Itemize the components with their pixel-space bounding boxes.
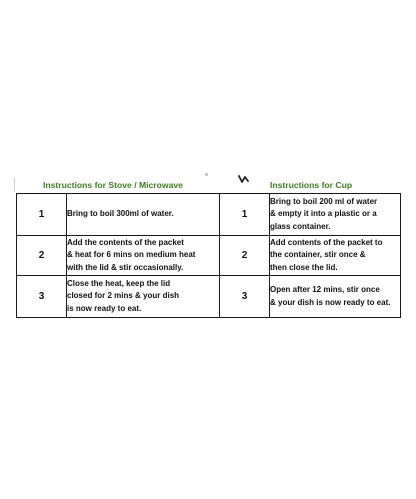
stove-step-text xyxy=(67,236,220,276)
text-line: is now ready to eat. xyxy=(67,303,142,313)
cup-heading: Instructions for Cup xyxy=(270,180,353,190)
stove-step-text xyxy=(67,194,220,236)
text-line: Open after 12 mins, stir once xyxy=(270,285,380,294)
text-line: with the lid & stir occasionally. xyxy=(67,262,184,272)
text-line: & empty it into a plastic or a xyxy=(270,209,377,219)
instructions-table xyxy=(16,193,401,318)
text-line: & your dish is now ready to eat. xyxy=(270,297,391,307)
panel-edge-divider xyxy=(14,178,15,192)
cup-step-text xyxy=(270,236,401,276)
text-line: Add contents of the packet to xyxy=(270,237,383,247)
text-line: & heat for 6 mins on medium heat xyxy=(67,250,196,260)
stove-step-number: 2 xyxy=(17,236,67,276)
cup-step-text xyxy=(270,194,401,236)
text-line: Bring to boil 300ml of water. xyxy=(67,209,174,219)
cup-step-number: 3 xyxy=(220,276,270,318)
cup-step-text xyxy=(270,276,401,318)
cutoff-graphic-icon xyxy=(238,174,250,184)
text-line: Bring to boil 200 ml of water xyxy=(270,196,378,206)
stove-step-number: 3 xyxy=(17,276,67,318)
text-line: Add the contents of the packet xyxy=(67,237,184,247)
text-line: glass container. xyxy=(270,221,331,231)
cup-step-number: 1 xyxy=(220,194,270,236)
text-line: then close the lid. xyxy=(270,262,338,272)
table-row xyxy=(17,236,401,276)
stove-step-text xyxy=(67,276,220,318)
decorative-dot xyxy=(205,173,208,176)
stove-microwave-heading: Instructions for Stove / Microwave xyxy=(43,180,183,190)
cup-step-number: 2 xyxy=(220,236,270,276)
table-row xyxy=(17,194,401,236)
table-row xyxy=(17,276,401,318)
text-line: the container, stir once & xyxy=(270,250,366,260)
stove-step-number: 1 xyxy=(17,194,67,236)
text-line: closed for 2 mins & your dish xyxy=(67,291,180,301)
text-line: Close the heat, keep the lid xyxy=(67,278,171,288)
